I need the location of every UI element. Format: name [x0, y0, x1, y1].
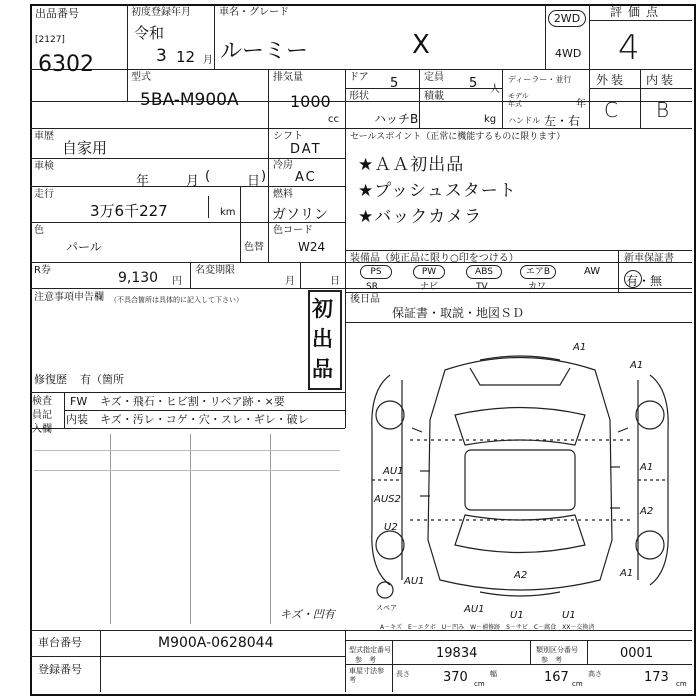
mileage: 3万6千227	[90, 202, 168, 220]
fuel-label: 燃料	[273, 189, 293, 200]
handwritten-note: キズ・凹有	[280, 608, 335, 621]
height-label: 高さ	[588, 670, 602, 678]
mark-rear-bumper-mid: U1	[510, 610, 524, 621]
type-no-sub: 参 考	[355, 656, 376, 664]
mark-left-rear: U2	[384, 522, 398, 533]
width-label: 幅	[490, 670, 497, 678]
equip-abs: ABS	[466, 265, 502, 279]
equipment-label: 装備品（純正品に限り○印をつける）	[350, 253, 519, 264]
equip-sr: SR	[366, 282, 378, 292]
shift: DAT	[290, 142, 322, 157]
model-grade-label: 車名・グレード	[219, 7, 289, 18]
model-code-label: 型式	[131, 72, 151, 83]
color: パール	[66, 240, 102, 254]
mark-right-rear-door: A2	[640, 506, 654, 517]
fuel: ガソリン	[272, 207, 328, 223]
inspector-fw-items: キズ・飛石・ヒビ割・リペア跡・×要	[100, 395, 285, 408]
chassis: M900A-0628044	[158, 635, 274, 651]
spare-label: スペア	[376, 604, 397, 612]
rating-label: 評価点	[610, 5, 665, 19]
mark-rear-bumper-left: AU1	[464, 604, 485, 615]
usage: 自家用	[62, 139, 108, 157]
capacity-unit: 人	[490, 84, 500, 95]
lot-number-label: 出品番号	[35, 7, 79, 20]
recycle-fee: 9,130	[118, 270, 159, 286]
damage-legend: A－キズ E－エクボ U－凹み W－補修跡 S－サビ C－腐食 XX－交換済	[380, 624, 595, 631]
drive-2wd: 2WD	[548, 10, 586, 27]
selling-point-1: ★ＡＡ初出品	[358, 155, 465, 175]
lot-code: [2127]	[35, 35, 65, 45]
color-change-label: 色替	[244, 242, 264, 253]
kg-unit: kg	[484, 114, 497, 125]
interior-label: 内装	[646, 73, 677, 87]
mark-rear-bumper-right: U1	[562, 610, 576, 621]
equip-tv: TV	[476, 282, 488, 292]
usage-label: 車歴	[34, 131, 54, 142]
shift-label: シフト	[273, 131, 303, 142]
mileage-label: 走行	[34, 189, 54, 200]
color-code-label: 色コード	[273, 225, 313, 236]
aircon: AC	[295, 170, 317, 185]
model-code: 5BA-M900A	[140, 90, 239, 110]
inspection-month: 月	[186, 174, 200, 189]
inspection-paren-open: (	[205, 169, 211, 184]
shape: ハッチB	[374, 112, 419, 126]
height: 173	[644, 670, 669, 685]
model-year-label: モデル年式	[508, 92, 529, 108]
capacity-label: 定員	[424, 72, 444, 83]
exterior-score: C	[604, 98, 618, 122]
length-label: 長さ	[396, 670, 410, 678]
displacement-label: 排気量	[273, 72, 303, 83]
loading-label: 積載	[424, 91, 444, 102]
mark-left-rear-door: AUS2	[374, 494, 401, 505]
handle: 左・右	[544, 114, 581, 128]
type-no: 19834	[436, 646, 478, 661]
year-unit: 年	[576, 99, 586, 110]
yen-unit: 円	[172, 276, 182, 287]
width: 167	[544, 670, 569, 685]
aircon-label: 冷房	[273, 160, 293, 171]
equip-pw: PW	[413, 265, 445, 279]
length: 370	[443, 670, 468, 685]
era: 令和	[134, 24, 165, 42]
exterior-label: 外装	[596, 73, 627, 87]
equip-aw: AW	[584, 266, 601, 277]
car-name: ルーミー	[220, 39, 309, 64]
handle-label: ハンドル	[508, 116, 540, 125]
warranty: 有・無	[626, 274, 663, 288]
repair-label: 修復歴	[34, 373, 67, 386]
name-change-day: 日	[330, 276, 340, 287]
lot-number: 6302	[38, 52, 94, 77]
drive-4wd: 4WD	[555, 47, 582, 60]
notes-label: 注意事項申告欄	[34, 292, 104, 303]
selling-points-label: セールスポイント（正常に機能するものに限ります）	[350, 132, 566, 142]
equip-navi: ナビ	[420, 282, 439, 292]
grade: X	[412, 30, 430, 60]
mileage-unit: km	[220, 207, 236, 218]
reg-month: 12	[176, 48, 196, 66]
inspection-year: 年	[136, 174, 150, 189]
color-code: W24	[298, 240, 326, 254]
month-unit: 月	[203, 55, 213, 66]
selling-point-2: ★プッシュスタート	[358, 181, 517, 201]
doors: 5	[390, 76, 399, 91]
category-sub: 参 考	[541, 656, 562, 664]
recycle-label: R券	[34, 265, 51, 276]
mark-front-right: A1	[630, 360, 644, 371]
equip-ps: PS	[360, 265, 392, 279]
equip-leather: カワ	[528, 282, 547, 292]
reg-year-label: 初度登録年月	[131, 7, 191, 18]
name-change-month: 月	[285, 276, 295, 287]
overall-score: 4	[618, 28, 640, 68]
selling-point-3: ★バックカメラ	[358, 207, 483, 227]
inspection-day: 日	[247, 174, 261, 189]
repair-value: 有（箇所	[80, 373, 124, 386]
dealer-label: ディーラー・並行	[508, 75, 572, 84]
notes-small: （不具合箇所は具体的に記入して下さい）	[110, 296, 243, 304]
mark-trunk: A2	[514, 570, 528, 581]
shape-label: 形状	[349, 91, 369, 102]
inspector-label: 検査員記入欄	[32, 396, 52, 435]
first-listing: 初出品	[312, 297, 333, 381]
length-unit: cm	[474, 680, 485, 688]
warranty-label: 新車保証書	[624, 253, 674, 264]
displacement-unit: cc	[328, 114, 339, 125]
equip-airbag: エアB	[520, 265, 556, 279]
inspector-interior: 内装	[66, 413, 88, 426]
inspection-paren-close: )	[261, 169, 267, 184]
type-no-label: 型式指定番号	[349, 646, 391, 654]
category: 0001	[620, 646, 654, 661]
dims-label: 車屋寸法参考	[349, 667, 384, 684]
inspection-label: 車検	[34, 161, 54, 172]
mark-right-front-door: A1	[640, 462, 654, 473]
warranty-yes-circle	[624, 270, 642, 288]
category-label: 類別区分番号	[536, 646, 578, 654]
capacity: 5	[469, 76, 478, 91]
color-label: 色	[34, 225, 44, 236]
height-unit: cm	[676, 680, 687, 688]
interior-score: B	[656, 98, 670, 122]
name-change-label: 名変期限	[195, 265, 235, 276]
accessories: 保証書・取説・地図ＳＤ	[392, 306, 525, 320]
displacement: 1000	[290, 92, 331, 111]
mark-left-front-door: AU1	[383, 466, 404, 477]
mark-front-bumper: A1	[573, 342, 587, 353]
mark-left-quarter: AU1	[404, 576, 425, 587]
width-unit: cm	[572, 680, 583, 688]
inspector-interior-items: キズ・汚レ・コゲ・穴・スレ・ギレ・破レ	[100, 413, 309, 426]
chassis-label: 車台番号	[38, 636, 82, 649]
inspector-fw: FW	[70, 395, 88, 408]
reg-year: 3	[156, 46, 167, 66]
reg-label: 登録番号	[38, 663, 82, 676]
accessories-label: 後日品	[350, 294, 380, 305]
mark-right-quarter: A1	[620, 568, 634, 579]
doors-label: ドア	[349, 72, 369, 83]
